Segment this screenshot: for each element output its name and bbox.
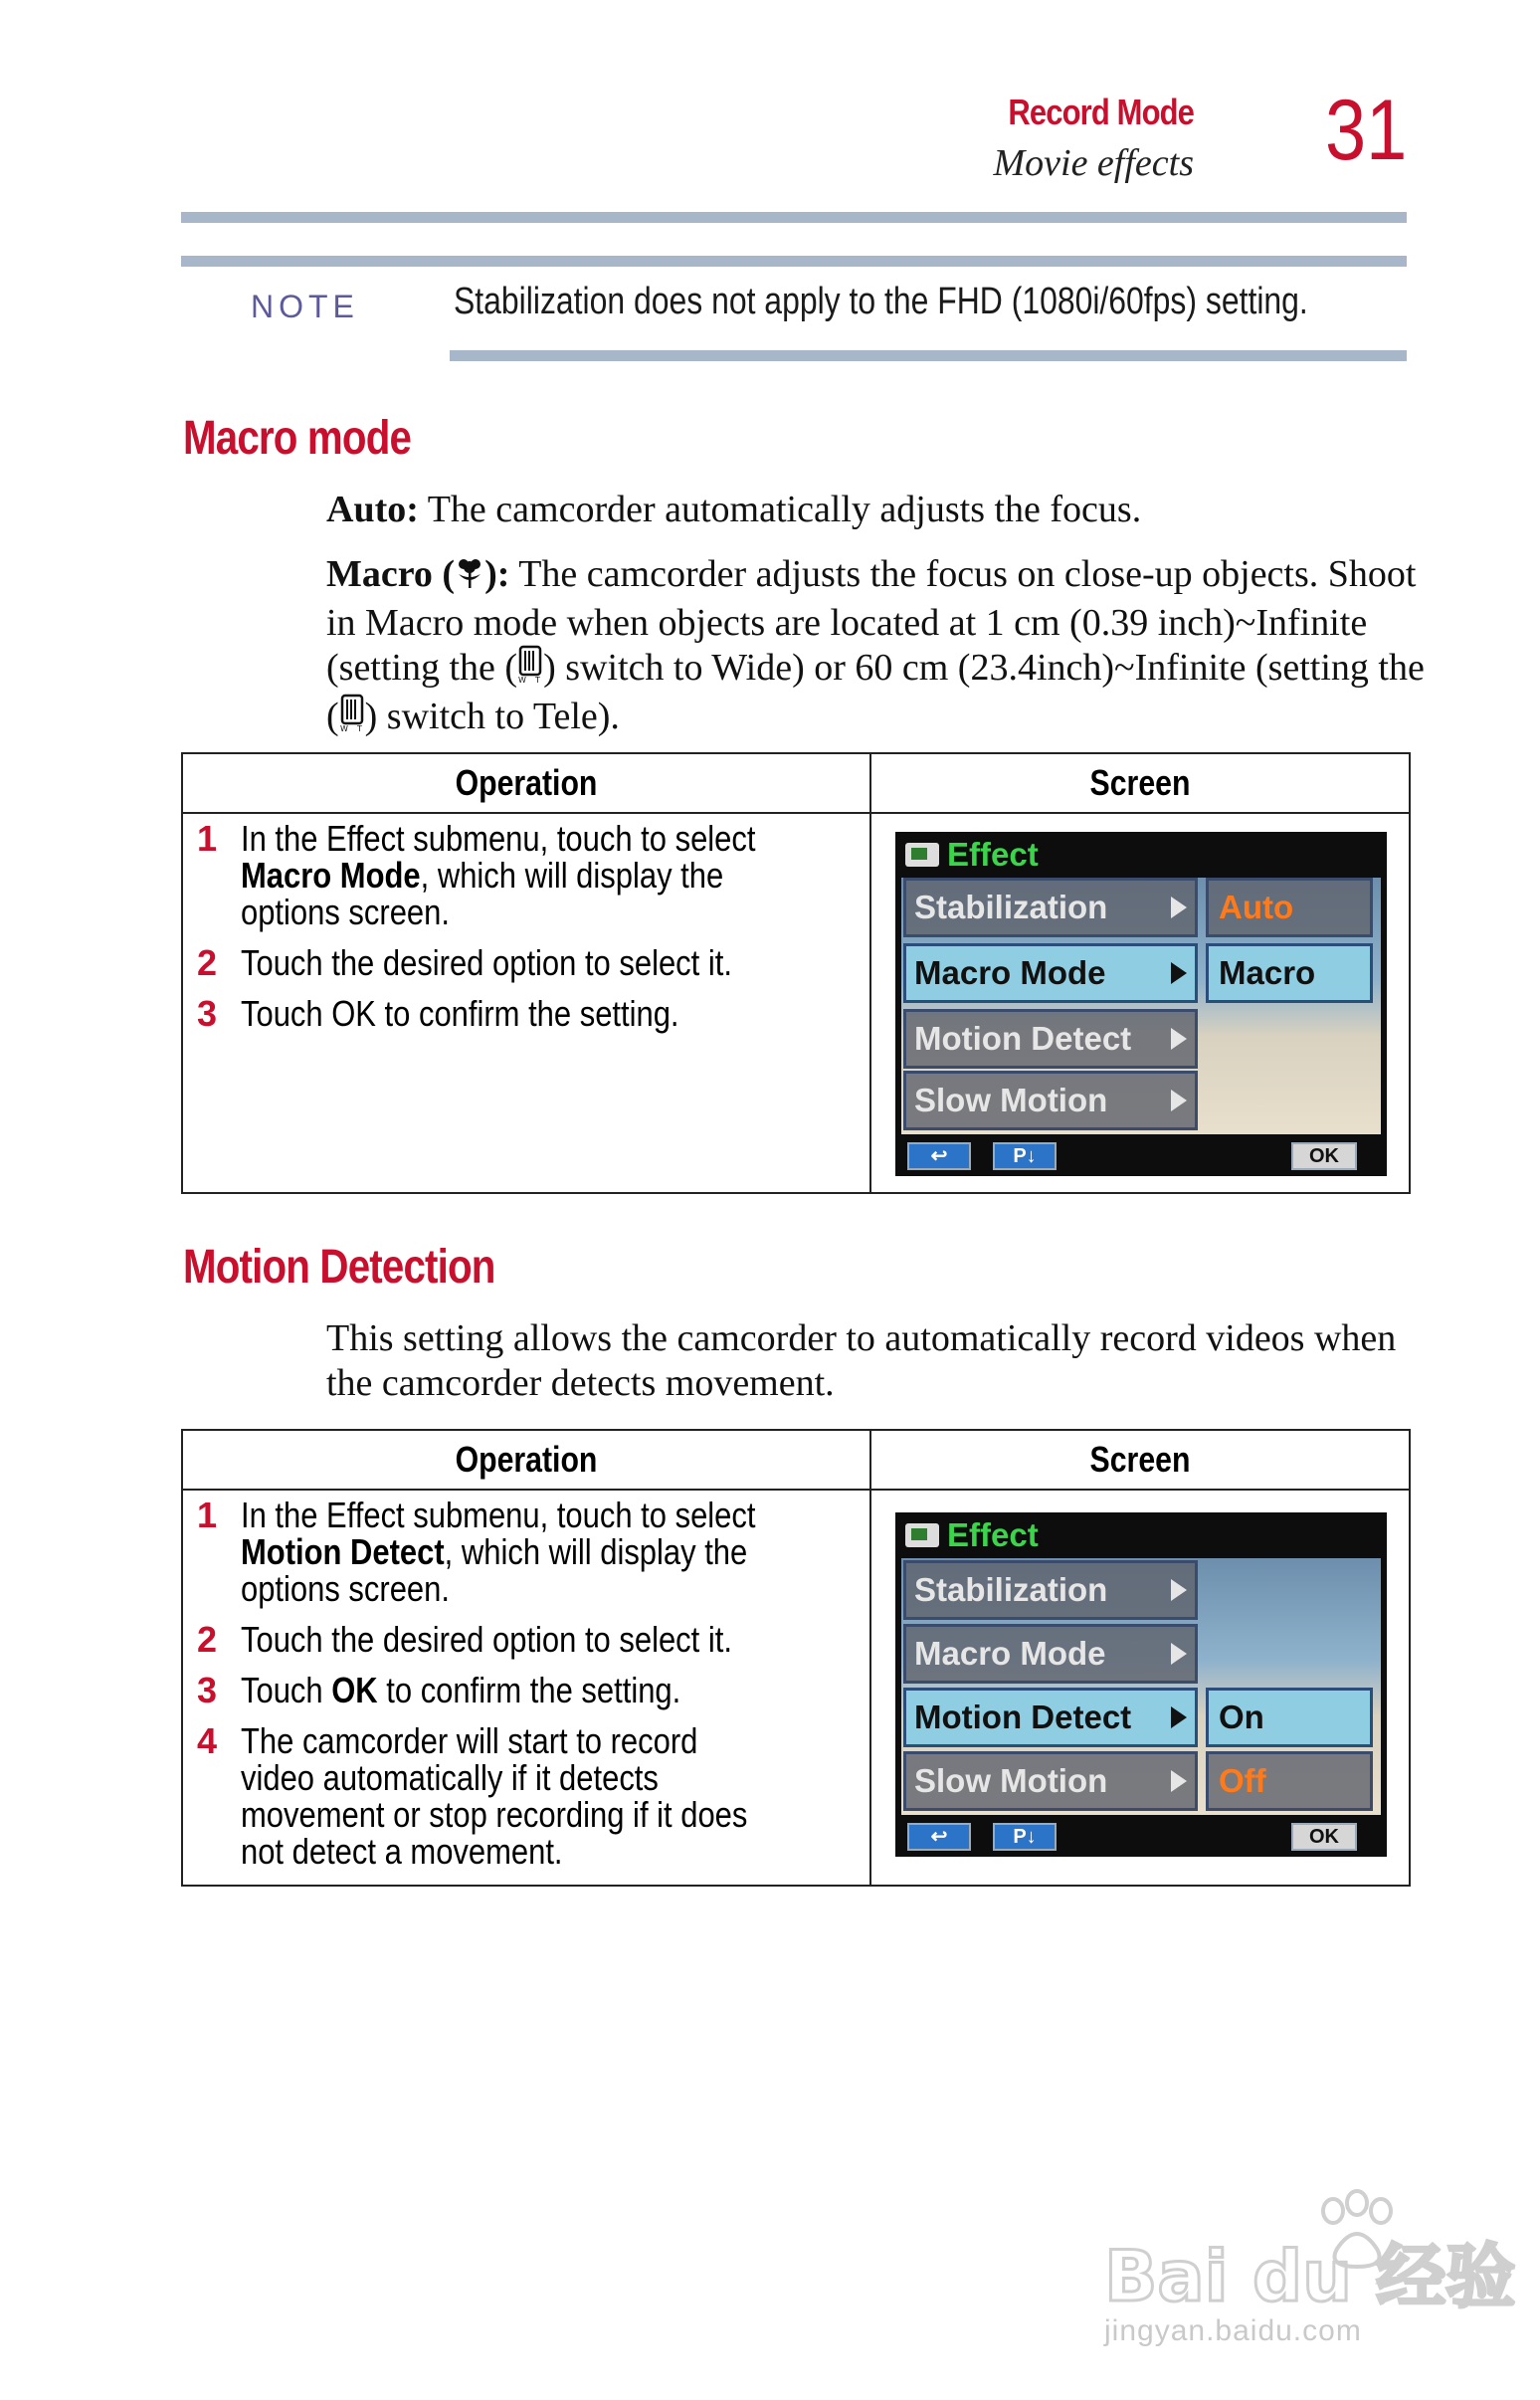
step-text: Touch OK to confirm the setting. <box>241 1670 681 1710</box>
arrow-right-icon <box>1171 1706 1187 1728</box>
arrow-right-icon <box>1171 1770 1187 1792</box>
zoom-switch-icon <box>517 646 543 695</box>
step <box>197 944 854 981</box>
note-bottom-rule <box>450 350 1407 361</box>
screen-title: Effect <box>905 1516 1039 1554</box>
watermark-url: jingyan.baidu.com <box>1104 2314 1362 2347</box>
motion-operation-table <box>181 1429 1411 1887</box>
menu-item-motion-detect[interactable]: Motion Detect <box>903 1688 1198 1747</box>
step-number: 2 <box>197 942 218 983</box>
macro-steps <box>197 820 854 1046</box>
section-title: Movie effects <box>993 142 1194 184</box>
baidu-watermark-logo <box>1102 2189 1516 2317</box>
chapter-title: Record Mode <box>1008 92 1194 132</box>
ok-button[interactable]: OK <box>1291 1823 1357 1851</box>
step-text: In the Effect submenu, touch to select Motion Detect, which will display the options screen. <box>241 1495 756 1609</box>
page-button[interactable]: P↓ <box>993 1823 1057 1851</box>
screen-bottom-bar <box>895 1136 1387 1176</box>
step-text: Touch the desired option to select it. <box>241 1619 732 1660</box>
screen-bottom-bar <box>895 1817 1387 1857</box>
arrow-right-icon <box>1171 1643 1187 1665</box>
macro-mode-heading: Macro mode <box>183 412 412 465</box>
macro-label-end: ): <box>484 553 510 595</box>
svg-text:W: W <box>339 724 348 733</box>
macro-text-3: ) switch to Tele). <box>364 696 620 737</box>
menu-item-stabilization[interactable]: Stabilization <box>903 878 1198 937</box>
svg-text:W: W <box>518 676 526 685</box>
motion-steps <box>197 1497 854 1884</box>
macro-text-2: ) switch to Wide) or 60 cm (23.4inch)~Infinite (setting the ( <box>326 647 1425 737</box>
option-on[interactable]: On <box>1206 1688 1373 1747</box>
auto-description <box>326 488 1421 532</box>
back-button[interactable]: ↩ <box>907 1823 971 1851</box>
macro-operation-table <box>181 752 1411 1194</box>
page-button[interactable]: P↓ <box>993 1142 1057 1170</box>
step-number: 1 <box>197 818 218 859</box>
step <box>197 995 854 1032</box>
back-button[interactable]: ↩ <box>907 1142 971 1170</box>
menu-item-slow-motion[interactable]: Slow Motion <box>903 1071 1198 1130</box>
arrow-right-icon <box>1171 1090 1187 1111</box>
step <box>197 820 854 930</box>
step-number: 1 <box>197 1495 218 1535</box>
menu-item-stabilization[interactable]: Stabilization <box>903 1560 1198 1620</box>
step <box>197 1672 854 1708</box>
auto-text: The camcorder automatically adjusts the focus. <box>418 489 1142 530</box>
watermark-brand: Bai du 经验 <box>1104 2236 1516 2317</box>
step <box>197 1722 854 1870</box>
svg-text:T: T <box>356 724 362 733</box>
step <box>197 1621 854 1658</box>
option-off[interactable]: Off <box>1206 1751 1373 1811</box>
zoom-switch-icon <box>339 695 365 743</box>
menu-item-macro-mode[interactable]: Macro Mode <box>903 1624 1198 1684</box>
page-number: 31 <box>1325 83 1408 178</box>
auto-label: Auto: <box>326 489 419 530</box>
option-macro[interactable]: Macro <box>1206 943 1373 1003</box>
step-number: 3 <box>197 993 218 1034</box>
macro-flower-icon <box>455 556 484 601</box>
camcorder-screen <box>895 1512 1387 1857</box>
motion-intro: This setting allows the camcorder to automatically record videos when the camcorder detects movement. <box>326 1317 1397 1404</box>
arrow-right-icon <box>1171 962 1187 984</box>
step-number: 2 <box>197 1619 218 1660</box>
operation-header: Operation <box>455 762 598 803</box>
macro-text-1: The camcorder adjusts the focus on close-up objects. Shoot in Macro mode when objects are located at 1 cm (0.39 inch)~Infinite (setting the ( <box>326 553 1417 689</box>
screen-title: Effect <box>905 836 1039 874</box>
arrow-right-icon <box>1171 897 1187 918</box>
screen-header: Screen <box>1089 762 1191 803</box>
effect-icon <box>905 843 939 867</box>
step-number: 3 <box>197 1670 218 1710</box>
macro-label: Macro ( <box>326 553 456 595</box>
step-number: 4 <box>197 1720 218 1761</box>
ok-button[interactable]: OK <box>1291 1142 1357 1170</box>
operation-header: Operation <box>455 1439 598 1480</box>
arrow-right-icon <box>1171 1028 1187 1050</box>
note-label: NOTE <box>251 289 359 324</box>
step-text: Touch the desired option to select it. <box>241 942 732 983</box>
effect-icon <box>905 1523 939 1547</box>
menu-item-macro-mode[interactable]: Macro Mode <box>903 943 1198 1003</box>
macro-description <box>326 552 1431 743</box>
note-text: Stabilization does not apply to the FHD (1080i/60fps) setting. <box>454 281 1308 322</box>
camcorder-screen <box>895 832 1387 1176</box>
step-text: In the Effect submenu, touch to select Macro Mode, which will display the options screen. <box>241 818 756 932</box>
note-top-rule <box>181 256 1407 267</box>
arrow-right-icon <box>1171 1579 1187 1601</box>
header-rule <box>181 212 1407 223</box>
svg-text:T: T <box>535 676 540 685</box>
step <box>197 1497 854 1607</box>
step-text: The camcorder will start to record video automatically if it detects movement or stop recording if it does not detect a movement. <box>241 1720 748 1872</box>
screen-header: Screen <box>1089 1439 1191 1480</box>
menu-item-slow-motion[interactable]: Slow Motion <box>903 1751 1198 1811</box>
step-text: Touch OK to confirm the setting. <box>241 993 679 1034</box>
option-auto[interactable]: Auto <box>1206 878 1373 937</box>
menu-item-motion-detect[interactable]: Motion Detect <box>903 1009 1198 1069</box>
motion-detection-heading: Motion Detection <box>183 1241 495 1294</box>
